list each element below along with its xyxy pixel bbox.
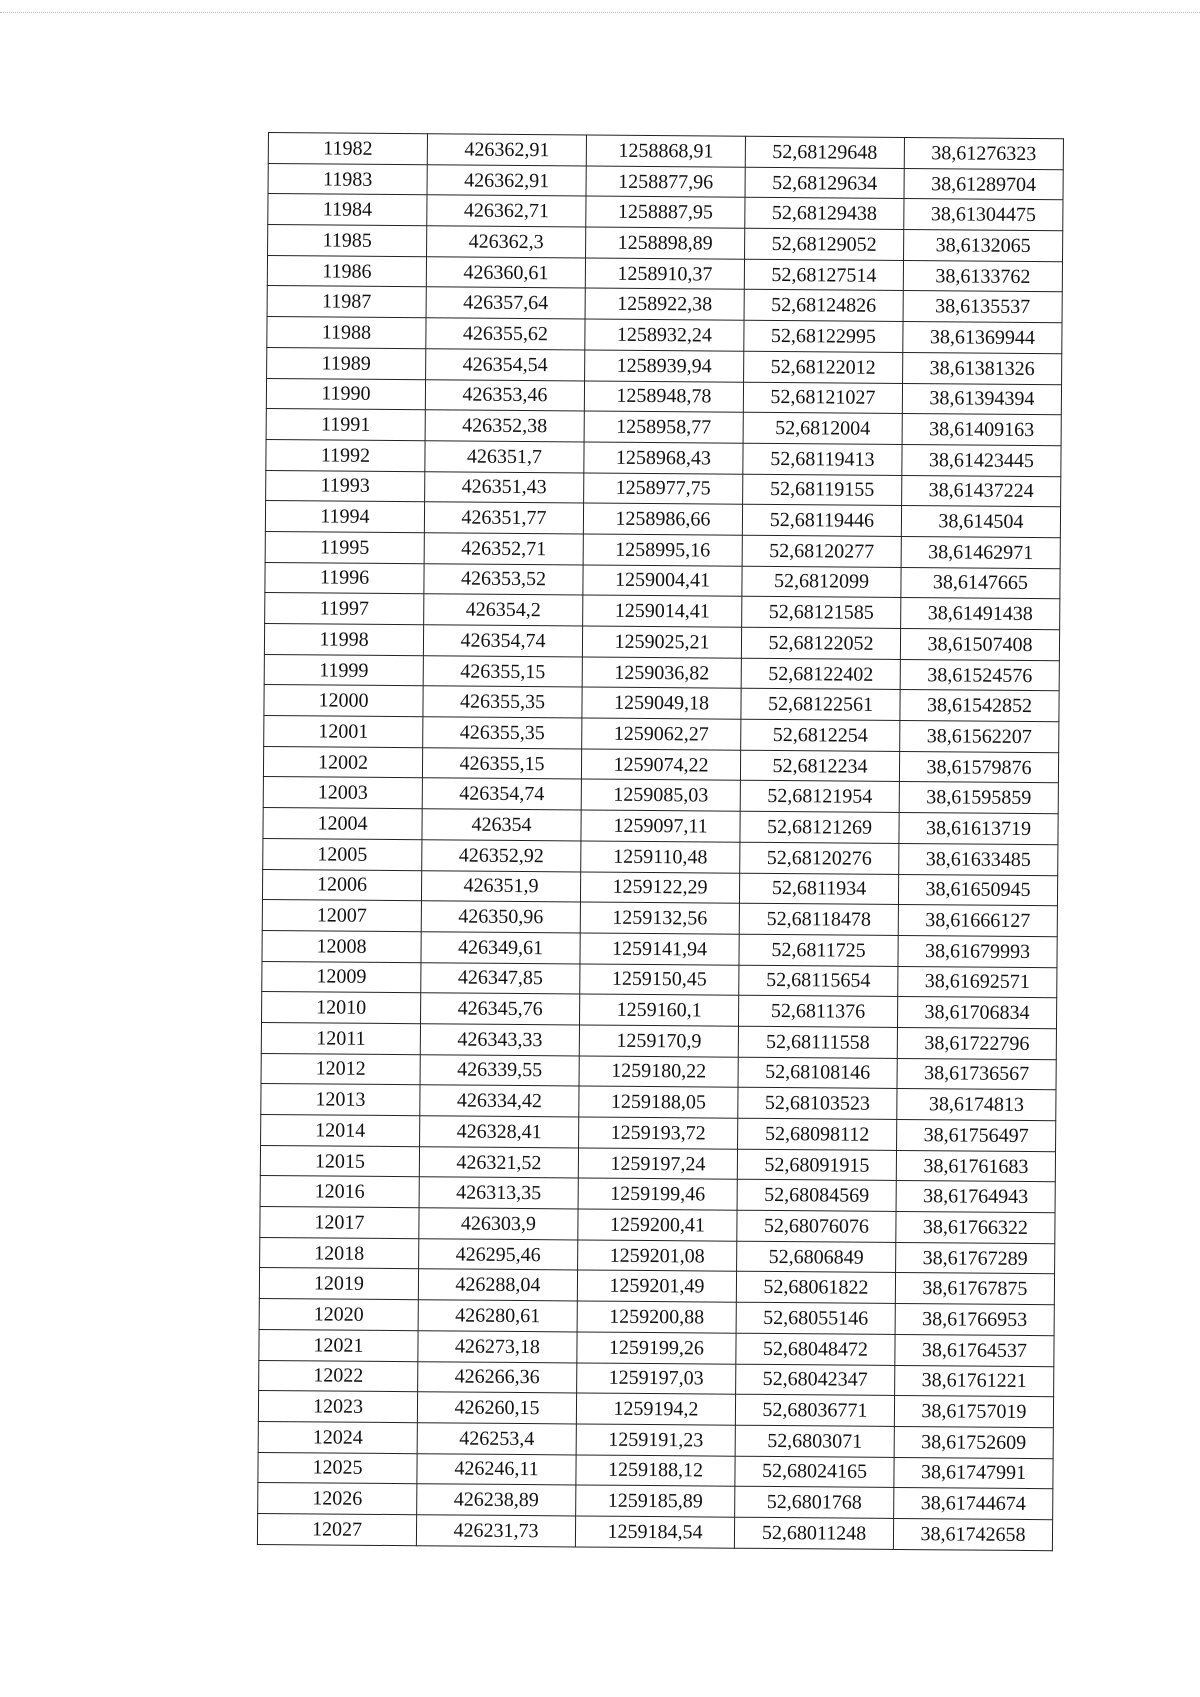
y-coordinate-cell: 1259062,27 bbox=[582, 718, 741, 750]
point-number-cell: 11991 bbox=[266, 409, 425, 441]
longitude-cell: 38,61650945 bbox=[898, 874, 1057, 906]
y-coordinate-cell: 1259110,48 bbox=[581, 841, 740, 873]
x-coordinate-cell: 426362,3 bbox=[427, 226, 586, 258]
latitude-cell: 52,68120276 bbox=[740, 842, 899, 874]
y-coordinate-cell: 1259188,12 bbox=[576, 1455, 735, 1487]
longitude-cell: 38,61747991 bbox=[894, 1457, 1053, 1489]
latitude-cell: 52,68115654 bbox=[739, 965, 898, 997]
x-coordinate-cell: 426354,54 bbox=[426, 349, 585, 381]
point-number-cell: 11992 bbox=[266, 439, 425, 471]
x-coordinate-cell: 426352,71 bbox=[424, 533, 583, 565]
x-coordinate-cell: 426280,61 bbox=[418, 1300, 577, 1332]
latitude-cell: 52,68122561 bbox=[741, 689, 900, 721]
longitude-cell: 38,61757019 bbox=[894, 1396, 1053, 1428]
longitude-cell: 38,61666127 bbox=[898, 905, 1057, 937]
longitude-cell: 38,61613719 bbox=[899, 813, 1058, 845]
latitude-cell: 52,68122012 bbox=[744, 351, 903, 383]
point-number-cell: 11983 bbox=[268, 163, 427, 195]
point-number-cell: 11998 bbox=[264, 623, 423, 655]
latitude-cell: 52,68098112 bbox=[738, 1118, 897, 1150]
longitude-cell: 38,61381326 bbox=[903, 352, 1062, 384]
x-coordinate-cell: 426343,33 bbox=[420, 1024, 579, 1056]
latitude-cell: 52,6812004 bbox=[743, 412, 902, 444]
y-coordinate-cell: 1259036,82 bbox=[582, 657, 741, 689]
x-coordinate-cell: 426246,11 bbox=[417, 1453, 576, 1485]
latitude-cell: 52,6812099 bbox=[742, 566, 901, 598]
x-coordinate-cell: 426253,4 bbox=[417, 1423, 576, 1455]
latitude-cell: 52,6811376 bbox=[738, 995, 897, 1027]
point-number-cell: 12003 bbox=[263, 777, 422, 809]
x-coordinate-cell: 426355,15 bbox=[422, 747, 581, 779]
y-coordinate-cell: 1259132,56 bbox=[580, 902, 739, 934]
x-coordinate-cell: 426266,36 bbox=[418, 1361, 577, 1393]
x-coordinate-cell: 426354 bbox=[422, 809, 581, 841]
point-number-cell: 12024 bbox=[258, 1421, 417, 1453]
latitude-cell: 52,68127514 bbox=[744, 259, 903, 291]
y-coordinate-cell: 1259049,18 bbox=[582, 687, 741, 719]
latitude-cell: 52,68048472 bbox=[736, 1333, 895, 1365]
longitude-cell: 38,61289704 bbox=[904, 168, 1063, 200]
y-coordinate-cell: 1258948,78 bbox=[584, 380, 743, 412]
coordinates-table bbox=[257, 132, 1064, 1551]
point-number-cell: 11993 bbox=[266, 470, 425, 502]
x-coordinate-cell: 426350,96 bbox=[421, 901, 580, 933]
y-coordinate-cell: 1258977,75 bbox=[584, 473, 743, 505]
longitude-cell: 38,61507408 bbox=[900, 628, 1059, 660]
latitude-cell: 52,68091915 bbox=[737, 1149, 896, 1181]
latitude-cell: 52,68124826 bbox=[744, 290, 903, 322]
y-coordinate-cell: 1259185,89 bbox=[576, 1485, 735, 1517]
point-number-cell: 12027 bbox=[257, 1513, 416, 1545]
point-number-cell: 12002 bbox=[263, 746, 422, 778]
latitude-cell: 52,6812254 bbox=[741, 719, 900, 751]
longitude-cell: 38,61766322 bbox=[896, 1212, 1055, 1244]
latitude-cell: 52,6812234 bbox=[740, 750, 899, 782]
x-coordinate-cell: 426303,9 bbox=[419, 1208, 578, 1240]
y-coordinate-cell: 1258922,38 bbox=[585, 288, 744, 320]
point-number-cell: 12011 bbox=[261, 1022, 420, 1054]
x-coordinate-cell: 426351,7 bbox=[425, 441, 584, 473]
latitude-cell: 52,6806849 bbox=[737, 1241, 896, 1273]
y-coordinate-cell: 1259097,11 bbox=[581, 810, 740, 842]
y-coordinate-cell: 1259184,54 bbox=[575, 1516, 734, 1548]
point-number-cell: 11997 bbox=[265, 593, 424, 625]
y-coordinate-cell: 1259141,94 bbox=[580, 933, 739, 965]
latitude-cell: 52,68129052 bbox=[745, 228, 904, 260]
latitude-cell: 52,68061822 bbox=[736, 1272, 895, 1304]
point-number-cell: 11995 bbox=[265, 531, 424, 563]
latitude-cell: 52,68084569 bbox=[737, 1180, 896, 1212]
longitude-cell: 38,61542852 bbox=[900, 690, 1059, 722]
point-number-cell: 12007 bbox=[262, 900, 421, 932]
point-number-cell: 12017 bbox=[260, 1207, 419, 1239]
point-number-cell: 11985 bbox=[268, 225, 427, 257]
longitude-cell: 38,61595859 bbox=[899, 782, 1058, 814]
latitude-cell: 52,68119413 bbox=[743, 443, 902, 475]
table-row bbox=[257, 1513, 1052, 1550]
point-number-cell: 12014 bbox=[261, 1114, 420, 1146]
y-coordinate-cell: 1258887,95 bbox=[586, 196, 745, 228]
x-coordinate-cell: 426288,04 bbox=[418, 1269, 577, 1301]
longitude-cell: 38,61276323 bbox=[904, 137, 1063, 169]
y-coordinate-cell: 1258898,89 bbox=[586, 227, 745, 259]
x-coordinate-cell: 426362,71 bbox=[427, 195, 586, 227]
latitude-cell: 52,68076076 bbox=[737, 1210, 896, 1242]
longitude-cell: 38,61462971 bbox=[901, 536, 1060, 568]
longitude-cell: 38,61766953 bbox=[895, 1304, 1054, 1336]
x-coordinate-cell: 426360,61 bbox=[426, 256, 585, 288]
x-coordinate-cell: 426260,15 bbox=[417, 1392, 576, 1424]
latitude-cell: 52,68129648 bbox=[745, 136, 904, 168]
x-coordinate-cell: 426354,2 bbox=[424, 594, 583, 626]
point-number-cell: 12013 bbox=[261, 1084, 420, 1116]
y-coordinate-cell: 1259200,88 bbox=[577, 1301, 736, 1333]
point-number-cell: 11986 bbox=[267, 255, 426, 287]
longitude-cell: 38,61761221 bbox=[895, 1365, 1054, 1397]
longitude-cell: 38,61692571 bbox=[898, 966, 1057, 998]
latitude-cell: 52,6803071 bbox=[735, 1425, 894, 1457]
latitude-cell: 52,68121027 bbox=[743, 382, 902, 414]
longitude-cell: 38,61524576 bbox=[900, 659, 1059, 691]
page-edge-line bbox=[0, 12, 1200, 13]
latitude-cell: 52,68103523 bbox=[738, 1088, 897, 1120]
latitude-cell: 52,68121269 bbox=[740, 811, 899, 843]
x-coordinate-cell: 426355,35 bbox=[423, 686, 582, 718]
point-number-cell: 12005 bbox=[263, 838, 422, 870]
y-coordinate-cell: 1259188,05 bbox=[579, 1086, 738, 1118]
x-coordinate-cell: 426352,92 bbox=[422, 840, 581, 872]
longitude-cell: 38,61679993 bbox=[898, 935, 1057, 967]
longitude-cell: 38,61369944 bbox=[903, 322, 1062, 354]
x-coordinate-cell: 426238,89 bbox=[417, 1484, 576, 1516]
x-coordinate-cell: 426362,91 bbox=[427, 134, 586, 166]
longitude-cell: 38,61579876 bbox=[899, 751, 1058, 783]
x-coordinate-cell: 426355,62 bbox=[426, 318, 585, 350]
y-coordinate-cell: 1259194,2 bbox=[576, 1393, 735, 1425]
y-coordinate-cell: 1259197,24 bbox=[578, 1148, 737, 1180]
longitude-cell: 38,6133762 bbox=[903, 260, 1062, 292]
latitude-cell: 52,68121585 bbox=[742, 597, 901, 629]
point-number-cell: 12006 bbox=[262, 869, 421, 901]
point-number-cell: 11996 bbox=[265, 562, 424, 594]
latitude-cell: 52,68118478 bbox=[739, 903, 898, 935]
longitude-cell: 38,61761683 bbox=[896, 1150, 1055, 1182]
longitude-cell: 38,61736567 bbox=[897, 1058, 1056, 1090]
latitude-cell: 52,68036771 bbox=[735, 1394, 894, 1426]
x-coordinate-cell: 426321,52 bbox=[419, 1146, 578, 1178]
longitude-cell: 38,614504 bbox=[901, 506, 1060, 538]
y-coordinate-cell: 1258986,66 bbox=[583, 503, 742, 535]
y-coordinate-cell: 1259160,1 bbox=[579, 994, 738, 1026]
longitude-cell: 38,6135537 bbox=[903, 291, 1062, 323]
y-coordinate-cell: 1259193,72 bbox=[579, 1117, 738, 1149]
x-coordinate-cell: 426334,42 bbox=[420, 1085, 579, 1117]
y-coordinate-cell: 1258910,37 bbox=[585, 258, 744, 290]
latitude-cell: 52,68129438 bbox=[745, 198, 904, 230]
x-coordinate-cell: 426351,77 bbox=[424, 502, 583, 534]
x-coordinate-cell: 426354,74 bbox=[423, 625, 582, 657]
y-coordinate-cell: 1258877,96 bbox=[586, 166, 745, 198]
point-number-cell: 11984 bbox=[268, 194, 427, 226]
longitude-cell: 38,61756497 bbox=[897, 1119, 1056, 1151]
longitude-cell: 38,61409163 bbox=[902, 414, 1061, 446]
y-coordinate-cell: 1259201,49 bbox=[577, 1270, 736, 1302]
longitude-cell: 38,61764537 bbox=[895, 1334, 1054, 1366]
point-number-cell: 12022 bbox=[259, 1360, 418, 1392]
x-coordinate-cell: 426328,41 bbox=[420, 1116, 579, 1148]
y-coordinate-cell: 1259197,03 bbox=[577, 1362, 736, 1394]
x-coordinate-cell: 426353,46 bbox=[425, 379, 584, 411]
longitude-cell: 38,61304475 bbox=[904, 199, 1063, 231]
y-coordinate-cell: 1259085,03 bbox=[581, 779, 740, 811]
y-coordinate-cell: 1259004,41 bbox=[583, 565, 742, 597]
point-number-cell: 12008 bbox=[262, 930, 421, 962]
longitude-cell: 38,61744674 bbox=[894, 1488, 1053, 1520]
point-number-cell: 12023 bbox=[258, 1391, 417, 1423]
longitude-cell: 38,61767875 bbox=[895, 1273, 1054, 1305]
point-number-cell: 12015 bbox=[260, 1145, 419, 1177]
point-number-cell: 12009 bbox=[262, 961, 421, 993]
longitude-cell: 38,61764943 bbox=[896, 1181, 1055, 1213]
longitude-cell: 38,61722796 bbox=[897, 1027, 1056, 1059]
point-number-cell: 12012 bbox=[261, 1053, 420, 1085]
latitude-cell: 52,68108146 bbox=[738, 1057, 897, 1089]
y-coordinate-cell: 1259014,41 bbox=[583, 595, 742, 627]
latitude-cell: 52,68122402 bbox=[741, 658, 900, 690]
x-coordinate-cell: 426352,38 bbox=[425, 410, 584, 442]
latitude-cell: 52,68011248 bbox=[734, 1517, 893, 1549]
x-coordinate-cell: 426273,18 bbox=[418, 1331, 577, 1363]
point-number-cell: 12026 bbox=[258, 1483, 417, 1515]
latitude-cell: 52,68129634 bbox=[745, 167, 904, 199]
point-number-cell: 11990 bbox=[266, 378, 425, 410]
latitude-cell: 52,68122052 bbox=[741, 627, 900, 659]
point-number-cell: 12010 bbox=[262, 992, 421, 1024]
x-coordinate-cell: 426347,85 bbox=[421, 962, 580, 994]
longitude-cell: 38,61752609 bbox=[894, 1426, 1053, 1458]
y-coordinate-cell: 1258939,94 bbox=[585, 350, 744, 382]
x-coordinate-cell: 426339,55 bbox=[420, 1054, 579, 1086]
point-number-cell: 12004 bbox=[263, 808, 422, 840]
table-body bbox=[257, 133, 1063, 1551]
x-coordinate-cell: 426349,61 bbox=[421, 932, 580, 964]
latitude-cell: 52,68122995 bbox=[744, 320, 903, 352]
longitude-cell: 38,61767289 bbox=[896, 1242, 1055, 1274]
y-coordinate-cell: 1259122,29 bbox=[580, 871, 739, 903]
y-coordinate-cell: 1259025,21 bbox=[582, 626, 741, 658]
latitude-cell: 52,68111558 bbox=[738, 1026, 897, 1058]
point-number-cell: 12021 bbox=[259, 1329, 418, 1361]
longitude-cell: 38,6147665 bbox=[901, 567, 1060, 599]
latitude-cell: 52,6801768 bbox=[735, 1486, 894, 1518]
y-coordinate-cell: 1259191,23 bbox=[576, 1424, 735, 1456]
y-coordinate-cell: 1258932,24 bbox=[585, 319, 744, 351]
point-number-cell: 12019 bbox=[259, 1268, 418, 1300]
x-coordinate-cell: 426355,15 bbox=[423, 655, 582, 687]
x-coordinate-cell: 426357,64 bbox=[426, 287, 585, 319]
point-number-cell: 11989 bbox=[267, 347, 426, 379]
point-number-cell: 12025 bbox=[258, 1452, 417, 1484]
point-number-cell: 11994 bbox=[265, 501, 424, 533]
latitude-cell: 52,68121954 bbox=[740, 781, 899, 813]
longitude-cell: 38,61394394 bbox=[902, 383, 1061, 415]
y-coordinate-cell: 1259150,45 bbox=[580, 964, 739, 996]
x-coordinate-cell: 426295,46 bbox=[419, 1238, 578, 1270]
y-coordinate-cell: 1258868,91 bbox=[586, 135, 745, 167]
longitude-cell: 38,61633485 bbox=[899, 843, 1058, 875]
point-number-cell: 12001 bbox=[264, 716, 423, 748]
longitude-cell: 38,61706834 bbox=[897, 997, 1056, 1029]
longitude-cell: 38,61562207 bbox=[900, 721, 1059, 753]
x-coordinate-cell: 426353,52 bbox=[424, 563, 583, 595]
point-number-cell: 12016 bbox=[260, 1176, 419, 1208]
latitude-cell: 52,68055146 bbox=[736, 1302, 895, 1334]
longitude-cell: 38,6174813 bbox=[897, 1089, 1056, 1121]
longitude-cell: 38,61491438 bbox=[901, 598, 1060, 630]
x-coordinate-cell: 426351,9 bbox=[421, 870, 580, 902]
latitude-cell: 52,6811934 bbox=[739, 873, 898, 905]
latitude-cell: 52,68120277 bbox=[742, 535, 901, 567]
latitude-cell: 52,68119155 bbox=[743, 474, 902, 506]
x-coordinate-cell: 426345,76 bbox=[421, 993, 580, 1025]
y-coordinate-cell: 1259180,22 bbox=[579, 1056, 738, 1088]
longitude-cell: 38,6132065 bbox=[904, 230, 1063, 262]
y-coordinate-cell: 1259201,08 bbox=[578, 1240, 737, 1272]
latitude-cell: 52,68119446 bbox=[742, 504, 901, 536]
point-number-cell: 12018 bbox=[260, 1237, 419, 1269]
point-number-cell: 11988 bbox=[267, 317, 426, 349]
latitude-cell: 52,68024165 bbox=[735, 1456, 894, 1488]
latitude-cell: 52,6811725 bbox=[739, 934, 898, 966]
y-coordinate-cell: 1258995,16 bbox=[583, 534, 742, 566]
longitude-cell: 38,61423445 bbox=[902, 444, 1061, 476]
longitude-cell: 38,61437224 bbox=[902, 475, 1061, 507]
x-coordinate-cell: 426354,74 bbox=[422, 778, 581, 810]
point-number-cell: 11987 bbox=[267, 286, 426, 318]
y-coordinate-cell: 1259170,9 bbox=[579, 1025, 738, 1057]
x-coordinate-cell: 426362,91 bbox=[427, 164, 586, 196]
latitude-cell: 52,68042347 bbox=[736, 1364, 895, 1396]
longitude-cell: 38,61742658 bbox=[893, 1518, 1052, 1550]
point-number-cell: 11982 bbox=[268, 133, 427, 165]
point-number-cell: 11999 bbox=[264, 654, 423, 686]
y-coordinate-cell: 1259200,41 bbox=[578, 1209, 737, 1241]
y-coordinate-cell: 1259199,46 bbox=[578, 1178, 737, 1210]
x-coordinate-cell: 426313,35 bbox=[419, 1177, 578, 1209]
x-coordinate-cell: 426351,43 bbox=[425, 471, 584, 503]
y-coordinate-cell: 1258968,43 bbox=[584, 442, 743, 474]
point-number-cell: 12000 bbox=[264, 685, 423, 717]
x-coordinate-cell: 426355,35 bbox=[423, 717, 582, 749]
point-number-cell: 12020 bbox=[259, 1299, 418, 1331]
y-coordinate-cell: 1258958,77 bbox=[584, 411, 743, 443]
x-coordinate-cell: 426231,73 bbox=[416, 1515, 575, 1547]
y-coordinate-cell: 1259074,22 bbox=[581, 749, 740, 781]
y-coordinate-cell: 1259199,26 bbox=[577, 1332, 736, 1364]
